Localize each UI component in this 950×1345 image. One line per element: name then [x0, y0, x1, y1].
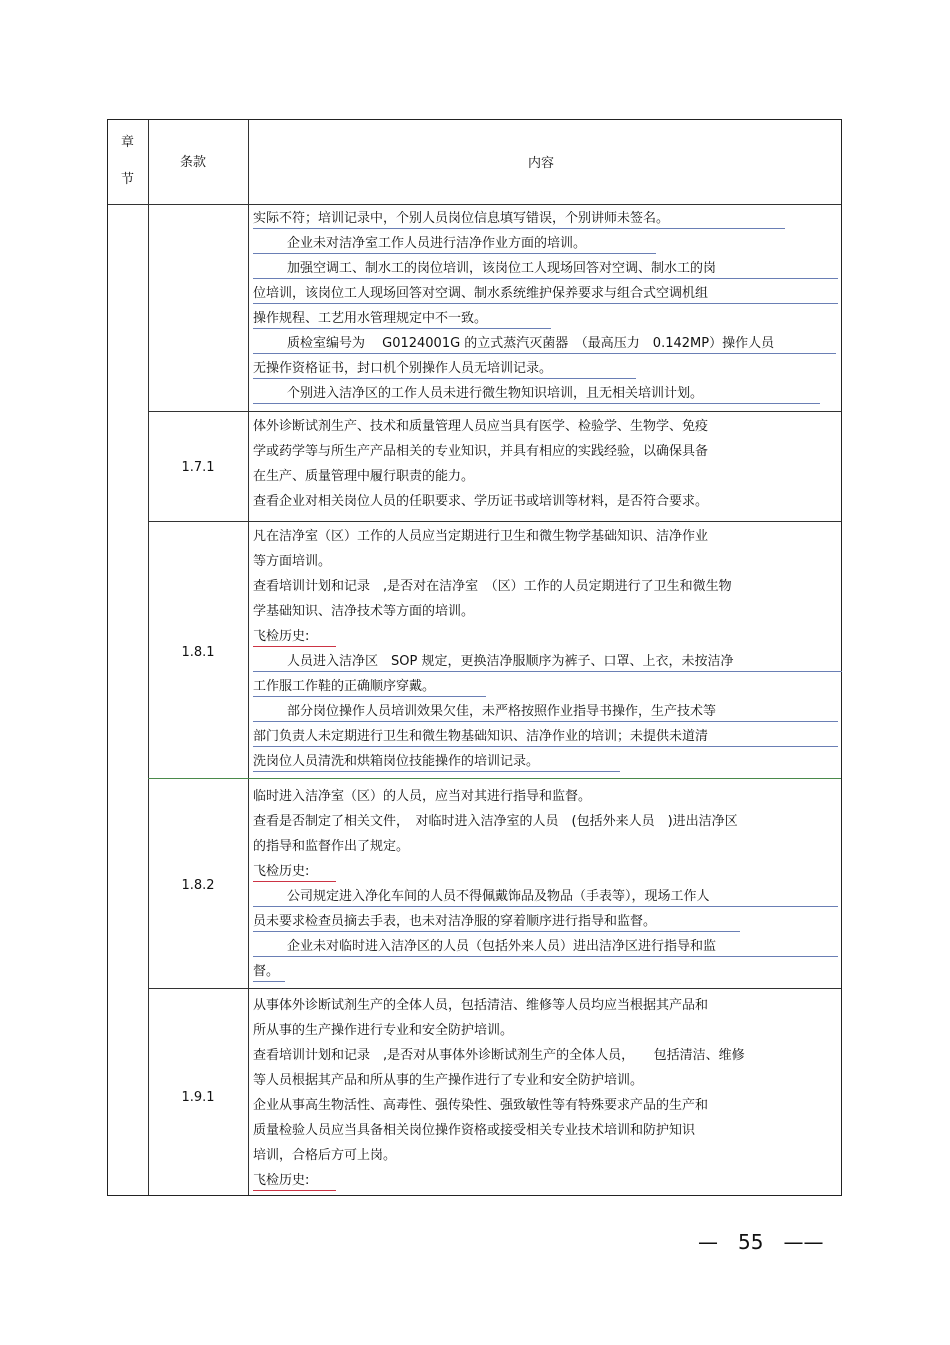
- content-line: 查看培训计划和记录 ,是否对从事体外诊断试剂生产的全体人员， 包括清洁、维修: [253, 1048, 745, 1063]
- content-line: 实际不符；培训记录中，个别人员岗位信息填写错误，个别讲师未签名。: [253, 210, 785, 229]
- history-heading: 飞检历史:: [253, 863, 336, 882]
- content-line: 工作服工作鞋的正确顺序穿戴。: [253, 678, 486, 697]
- content-line: 的指导和监督作出了规定。: [253, 839, 410, 854]
- content-line: 培训，合格后方可上岗。: [253, 1148, 397, 1163]
- content-line: 等方面培训。: [253, 554, 332, 569]
- content-line: 人员进入洁净区 SOP 规定，更换洁净服顺序为裤子、口罩、上衣，未按洁净: [253, 653, 842, 672]
- content-line: 临时进入洁净室（区）的人员，应当对其进行指导和监督。: [253, 789, 592, 804]
- header-content: 内容: [528, 156, 555, 171]
- content-line: 凡在洁净室（区）工作的人员应当定期进行卫生和微生物学基础知识、洁净作业: [253, 529, 709, 544]
- content-line: 部门负责人未定期进行卫生和微生物基础知识、洁净作业的培训；未提供未道清: [253, 728, 838, 747]
- content-line: 质检室编号为 G0124001G 的立式蒸汽灭菌器 （最高压力 0.142MP）操作人员: [253, 335, 836, 354]
- row-divider: [148, 411, 841, 412]
- clause-number: 1.8.2: [181, 878, 215, 893]
- clause-number: 1.8.1: [181, 645, 215, 660]
- content-line: 查看企业对相关岗位人员的任职要求、学历证书或培训等材料，是否符合要求。: [253, 494, 709, 509]
- header-clause: 条款: [180, 155, 207, 170]
- content-line: 无操作资格证书，封口机个别操作人员无培训记录。: [253, 360, 636, 379]
- content-line: 等人员根据其产品和所从事的生产操作进行了专业和安全防护培训。: [253, 1073, 644, 1088]
- content-line: 企业未对临时进入洁净区的人员（包括外来人员）进出洁净区进行指导和监: [253, 938, 838, 957]
- content-line: 部分岗位操作人员培训效果欠佳，未严格按照作业指导书操作，生产技术等: [253, 703, 838, 722]
- content-line: 企业未对洁净室工作人员进行洁净作业方面的培训。: [253, 235, 656, 254]
- header-chapter: 节: [121, 172, 135, 187]
- clause-number: 1.7.1: [181, 460, 215, 475]
- content-line: 从事体外诊断试剂生产的全体人员，包括清洁、维修等人员均应当根据其产品和: [253, 998, 709, 1013]
- header-divider: [108, 204, 841, 205]
- row-divider: [148, 521, 841, 522]
- content-line: 操作规程、工艺用水管理规定中不一致。: [253, 310, 551, 329]
- header-chapter: 章: [121, 135, 135, 150]
- content-line: 查看培训计划和记录 ,是否对在洁净室 （区）工作的人员定期进行了卫生和微生物: [253, 579, 732, 594]
- clause-number: 1.9.1: [181, 1090, 215, 1105]
- column-divider: [248, 120, 249, 1195]
- content-line: 加强空调工、制水工的岗位培训，该岗位工人现场回答对空调、制水工的岗: [253, 260, 838, 279]
- content-line: 所从事的生产操作进行专业和安全防护培训。: [253, 1023, 514, 1038]
- history-heading: 飞检历史:: [253, 1172, 336, 1191]
- content-line: 学或药学等与所生产产品相关的专业知识，并具有相应的实践经验，以确保具备: [253, 444, 709, 459]
- content-line: 员未要求检查员摘去手表，也未对洁净服的穿着顺序进行指导和监督。: [253, 913, 740, 932]
- content-line: 督。: [253, 963, 285, 982]
- content-line: 个别进入洁净区的工作人员未进行微生物知识培训，且无相关培训计划。: [253, 385, 820, 404]
- inspection-table: [107, 119, 842, 1196]
- content-line: 在生产、质量管理中履行职责的能力。: [253, 469, 475, 484]
- content-line: 洗岗位人员清洗和烘箱岗位技能操作的培训记录。: [253, 753, 620, 772]
- content-line: 公司规定进入净化车间的人员不得佩戴饰品及物品（手表等），现场工作人: [253, 888, 838, 907]
- content-line: 查看是否制定了相关文件， 对临时进入洁净室的人员 (包括外来人员 )进出洁净区: [253, 814, 738, 829]
- content-line: 学基础知识、洁净技术等方面的培训。: [253, 604, 475, 619]
- page-number: — 55 ——: [698, 1230, 824, 1254]
- row-divider: [148, 778, 841, 779]
- row-divider: [148, 988, 841, 989]
- content-line: 企业从事高生物活性、高毒性、强传染性、强致敏性等有特殊要求产品的生产和: [253, 1098, 709, 1113]
- content-line: 质量检验人员应当具备相关岗位操作资格或接受相关专业技术培训和防护知识: [253, 1123, 696, 1138]
- history-heading: 飞检历史:: [253, 628, 336, 647]
- content-line: 体外诊断试剂生产、技术和质量管理人员应当具有医学、检验学、生物学、免疫: [253, 419, 709, 434]
- content-line: 位培训，该岗位工人现场回答对空调、制水系统维护保养要求与组合式空调机组: [253, 285, 838, 304]
